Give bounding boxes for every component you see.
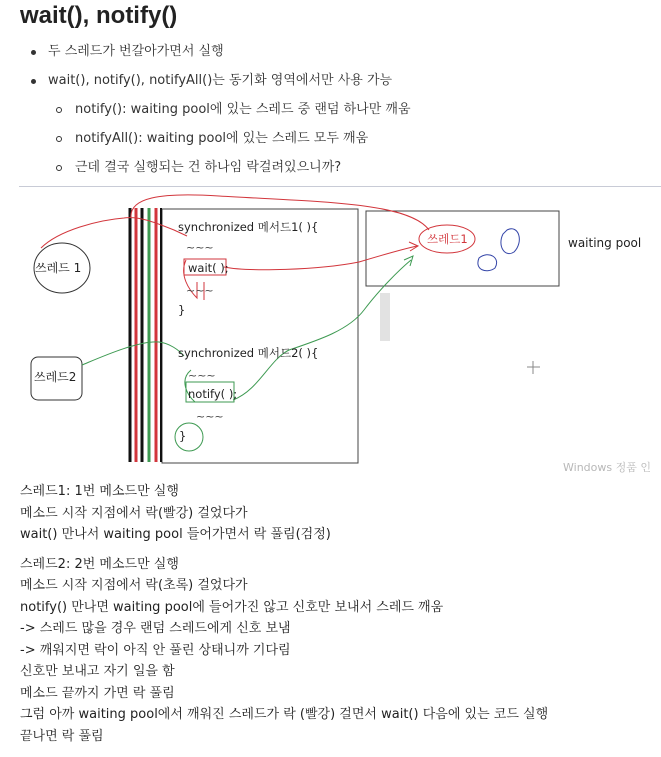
- note-line: 그럼 아까 waiting pool에서 깨워진 스레드가 락 (빨강) 걸면서 wait() 다음에 있는 코드 실행: [20, 707, 549, 722]
- method1-dots: ~~~: [186, 241, 214, 254]
- method1-close: }: [178, 303, 186, 317]
- scroll-mark: [380, 293, 390, 341]
- thread1-label: 쓰레드 1: [35, 261, 82, 275]
- bullet-item: wait(), notify(), notifyAll()는 동기화 영역에서만 사용 가능: [26, 71, 411, 100]
- note-line: 신호만 보내고 자기 일을 함: [20, 664, 175, 679]
- method2-dots: ~~~: [196, 410, 224, 423]
- bullet-list: [26, 42, 411, 187]
- thread2-flow: [82, 342, 184, 365]
- note-line: 메소드 끝까지 가면 락 풀림: [20, 685, 175, 701]
- method2-header: synchronized 메서드2( ){: [178, 346, 319, 360]
- method1-header: synchronized 메서드1( ){: [178, 220, 319, 234]
- note-line: wait() 만나서 waiting pool 들어가면서 락 풀림(검정): [20, 527, 331, 542]
- method1-wait: wait( );: [188, 261, 229, 275]
- sub-bullet-item: notify(): waiting pool에 있는 스레드 중 랜덤 하나만 깨움: [26, 100, 411, 129]
- divider: [19, 186, 661, 187]
- bullet-item: 두 스레드가 번갈아가면서 실행: [26, 42, 411, 71]
- sync-diagram: [19, 190, 661, 474]
- sub-bullet-item: notifyAll(): waiting pool에 있는 스레드 모두 깨움: [26, 129, 411, 158]
- method2-dots: ~~~: [188, 369, 216, 382]
- method2-notify: notify( );: [188, 387, 238, 401]
- pool-scribble: [501, 229, 519, 254]
- pool-scribble: [478, 255, 497, 271]
- note-line: 끝나면 락 풀림: [20, 728, 104, 744]
- method1-dots: ~~~: [186, 284, 214, 297]
- note-line: -> 깨워지면 락이 아직 안 풀린 상태니까 기다림: [20, 642, 291, 658]
- method2-close: }: [179, 429, 187, 443]
- note-line: notify() 만나면 waiting pool에 들어가진 않고 신호만 보내서 스레드 깨움: [20, 599, 444, 615]
- thread2-label: 쓰레드2: [34, 370, 77, 384]
- windows-watermark: Windows 정품 인: [563, 461, 651, 474]
- pool-thread-label: 쓰레드1: [427, 232, 468, 246]
- note-line: -> 스레드 많을 경우 랜덤 스레드에게 신호 보냄: [20, 621, 291, 636]
- notes: [20, 481, 548, 747]
- page-title: wait(), notify(): [20, 2, 178, 29]
- note-line: 메소드 시작 지점에서 락(초록) 걸었다가: [20, 578, 248, 593]
- sub-bullet-item: 근데 결국 실행되는 건 하나임 락걸려있으니까?: [26, 158, 411, 187]
- wait-to-pool: [224, 246, 417, 270]
- note-line: 스레드2: 2번 메소드만 실행: [20, 556, 179, 572]
- waiting-pool-label: waiting pool: [568, 236, 642, 250]
- note-line: 메소드 시작 지점에서 락(빨강) 걸었다가: [20, 505, 248, 521]
- note-line: 스레드1: 1번 메소드만 실행: [20, 484, 179, 499]
